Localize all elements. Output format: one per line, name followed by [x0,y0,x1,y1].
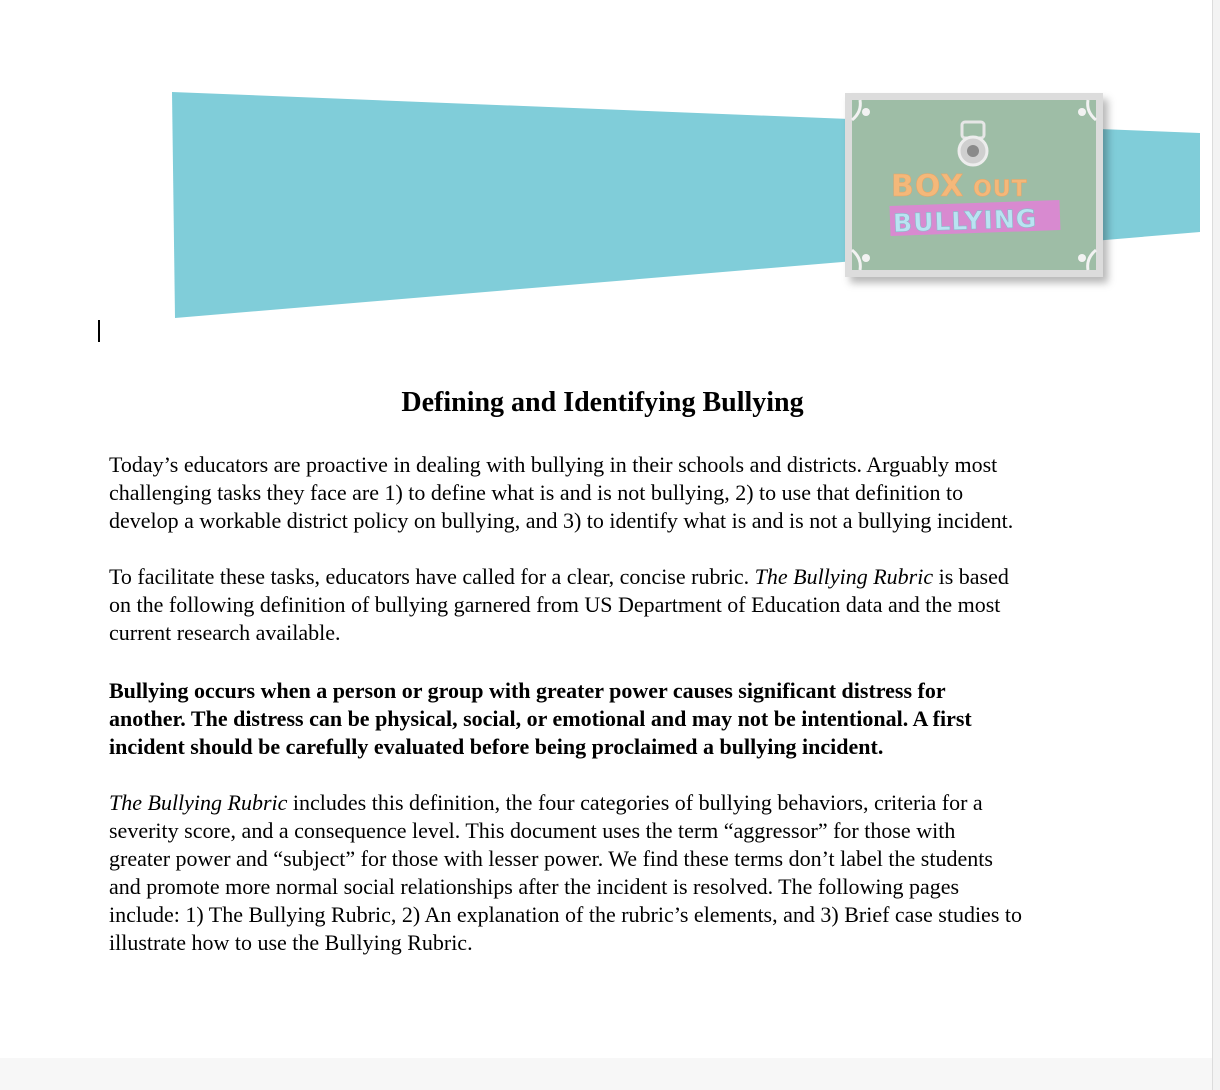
svg-text:BULLYING: BULLYING [892,203,1038,238]
text-cursor [98,320,100,342]
paragraph-line: severity score, and a consequence level. This document uses the term “aggressor” for those with [109,818,956,843]
paragraph-line: greater power and “subject” for those with lesser power. We find these terms don’t label the students [109,846,993,871]
document-title: Defining and Identifying Bullying [401,387,804,418]
paragraph-line: To facilitate these tasks, educators have called for a clear, concise rubric. The Bullying Rubric is based [109,564,1009,589]
paragraph-line: and promote more normal social relationships after the incident is resolved. The following pages [109,874,960,899]
header-banner [0,0,1212,340]
rubric-intro-paragraph [109,563,1109,647]
logo-text-bullying [890,200,1061,238]
paragraph-line: The Bullying Rubric includes this definition, the four categories of bullying behaviors, criteria for a [109,790,983,815]
paragraph-line: incident should be carefully evaluated before being proclaimed a bullying incident. [109,734,884,759]
rubric-description-paragraph [109,789,1109,957]
paragraph-line: on the following definition of bullying garnered from US Department of Education data and the most [109,592,1001,617]
bullying-definition-paragraph [109,677,1109,761]
paragraph-line: develop a workable district policy on bullying, and 3) to identify what is and is not a bullying incident. [109,508,1014,533]
rubric-title-italic: The Bullying Rubric [754,564,934,589]
paragraph-line: another. The distress can be physical, social, or emotional and may not be intentional. A first [109,706,972,731]
paragraph-line: Bullying occurs when a person or group with greater power causes significant distress for [109,678,946,703]
window-right-edge [1212,0,1220,1090]
paragraph-line: include: 1) The Bullying Rubric, 2) An explanation of the rubric’s elements, and 3) Brief case studies to [109,902,1022,927]
rubric-title-italic: The Bullying Rubric [109,790,288,815]
paragraph-line: current research available. [109,620,341,645]
logo-text-box-out: BOX OUT [891,169,1028,204]
intro-paragraph [109,451,1109,535]
paragraph-line: Today’s educators are proactive in dealing with bullying in their schools and districts. Arguably most [109,452,998,477]
paragraph-line: illustrate how to use the Bullying Rubric. [109,930,473,955]
window-bottom-edge [0,1058,1212,1090]
paragraph-line: challenging tasks they face are 1) to define what is and is not bullying, 2) to use that definition to [109,480,964,505]
